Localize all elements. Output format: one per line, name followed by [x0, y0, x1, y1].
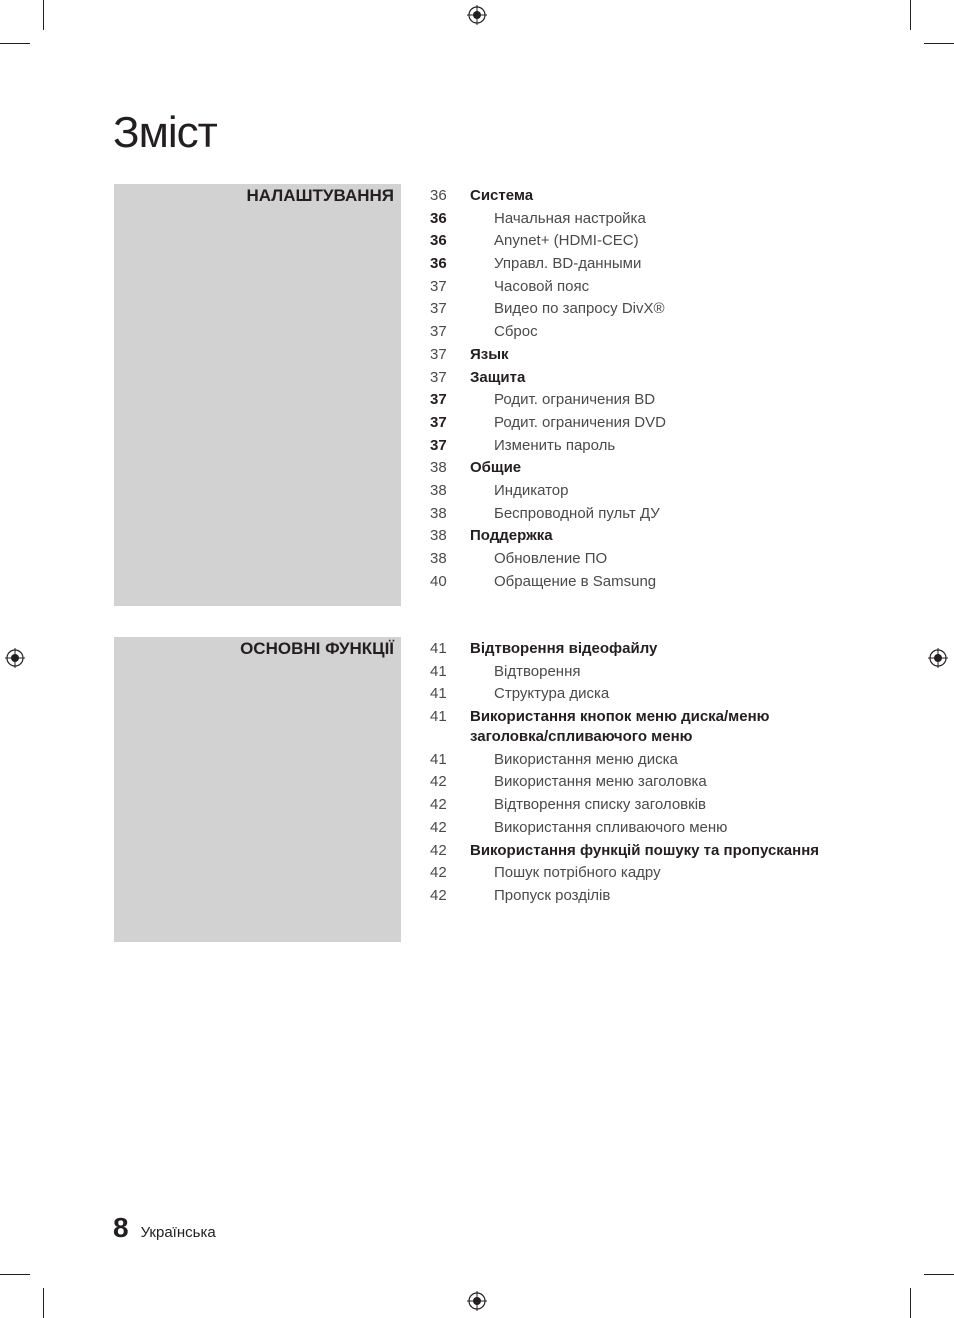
crop-mark: [0, 1274, 30, 1275]
crop-mark: [0, 43, 30, 44]
toc-entry: [430, 662, 830, 682]
toc-entry: [430, 345, 830, 365]
footer-language: Українська: [140, 1224, 216, 1241]
registration-mark-icon: [467, 1291, 487, 1311]
registration-mark-icon: [928, 648, 948, 668]
section-title: ОСНОВНІ ФУНКЦІЇ: [240, 639, 394, 658]
toc-entry-text: Використання кнопок меню диска/меню заголовка/спливаючого меню: [470, 708, 770, 746]
toc-page-number: 38: [430, 481, 447, 499]
toc-page-number: 41: [430, 662, 447, 680]
toc-page-number: 36: [430, 209, 447, 227]
toc-list: [430, 639, 830, 909]
toc-page-number: 42: [430, 818, 447, 836]
page-number: 8: [113, 1212, 129, 1243]
crop-mark: [43, 1288, 44, 1318]
toc-entry: [430, 504, 830, 524]
toc-entry: [430, 863, 830, 883]
toc-entry-text: Anynet+ (HDMI-CEC): [494, 232, 639, 250]
toc-entry: [430, 707, 830, 747]
toc-page-number: 38: [430, 504, 447, 522]
toc-entry: [430, 795, 830, 815]
toc-entry: [430, 186, 830, 206]
toc-entry-text: Використання меню заголовка: [494, 773, 707, 791]
toc-page-number: 38: [430, 459, 447, 477]
toc-entry-text: Защита: [470, 368, 526, 386]
toc-entry-text: Часовой пояс: [494, 277, 590, 295]
registration-mark-icon: [467, 5, 487, 25]
toc-entry-text: Використання спливаючого меню: [494, 818, 728, 836]
registration-mark-icon: [5, 648, 25, 668]
toc-section-basic-functions: [114, 637, 820, 942]
toc-entry-text: Общие: [470, 459, 522, 477]
toc-page-number: 37: [430, 323, 447, 341]
crop-mark: [924, 43, 954, 44]
section-bar: [114, 184, 401, 606]
crop-mark: [924, 1274, 954, 1275]
toc-entry: [430, 231, 830, 251]
toc-entry: [430, 549, 830, 569]
toc-entry: [430, 841, 830, 861]
toc-page-number: 37: [430, 345, 447, 363]
toc-entry: [430, 299, 830, 319]
toc-entry-text: Беспроводной пульт ДУ: [494, 504, 660, 522]
toc-entry-text: Видео по запросу DivX®: [494, 300, 665, 318]
toc-entry: [430, 639, 830, 659]
toc-entry-text: Використання меню диска: [494, 750, 678, 768]
toc-section-settings: [114, 184, 814, 606]
toc-entry: [430, 481, 830, 501]
toc-entry-text: Изменить пароль: [494, 436, 616, 454]
toc-entry-text: Обновление ПО: [494, 550, 608, 567]
toc-entry-text: Родит. ограничения BD: [494, 391, 656, 409]
toc-entry-text: Відтворення відеофайлу: [470, 640, 658, 657]
toc-page-number: 41: [430, 708, 447, 726]
toc-page-number: 37: [430, 413, 447, 431]
toc-entry-text: Структура диска: [494, 685, 610, 703]
toc-page-number: 36: [430, 232, 447, 250]
toc-entry-text: Родит. ограничения DVD: [494, 413, 666, 431]
toc-entry: [430, 277, 830, 297]
page-title: Зміст: [113, 108, 217, 157]
toc-entry: [430, 390, 830, 410]
toc-entry: [430, 413, 830, 433]
toc-page-number: 42: [430, 886, 447, 904]
toc-page-number: 41: [430, 750, 447, 768]
toc-page-number: 37: [430, 368, 447, 386]
crop-mark: [910, 1288, 911, 1318]
toc-entry-text: Відтворення: [494, 662, 581, 680]
crop-mark: [43, 0, 44, 30]
toc-entry: [430, 750, 830, 770]
toc-entry-text: Индикатор: [494, 481, 569, 499]
toc-entry: [430, 684, 830, 704]
toc-page-number: 38: [430, 550, 447, 567]
toc-entry-text: Пропуск розділів: [494, 886, 611, 904]
toc-page-number: 40: [430, 572, 447, 590]
toc-page-number: 37: [430, 391, 447, 409]
toc-entry: [430, 209, 830, 229]
crop-mark: [910, 0, 911, 30]
toc-list: [430, 186, 830, 594]
toc-page-number: 41: [430, 640, 447, 657]
section-bar: [114, 637, 401, 942]
toc-entry-text: Язык: [470, 345, 509, 363]
toc-page-number: 42: [430, 864, 447, 882]
toc-entry-text: Відтворення списку заголовків: [494, 796, 707, 814]
toc-page-number: 42: [430, 773, 447, 791]
toc-entry: [430, 526, 830, 546]
toc-entry: [430, 436, 830, 456]
toc-entry-text: Система: [470, 187, 534, 204]
toc-page-number: 41: [430, 685, 447, 703]
toc-entry-text: Пошук потрібного кадру: [494, 864, 661, 882]
toc-page-number: 42: [430, 841, 447, 859]
toc-entry: [430, 772, 830, 792]
toc-entry: [430, 368, 830, 388]
toc-entry: [430, 254, 830, 274]
toc-entry: [430, 818, 830, 838]
toc-entry: [430, 322, 830, 342]
toc-page-number: 36: [430, 255, 447, 273]
toc-entry-text: Обращение в Samsung: [494, 572, 657, 590]
toc-page-number: 38: [430, 527, 447, 545]
toc-page-number: 37: [430, 436, 447, 454]
toc-entry: [430, 886, 830, 906]
toc-entry: [430, 572, 830, 592]
toc-entry-text: Поддержка: [470, 527, 553, 545]
toc-page-number: 42: [430, 796, 447, 814]
toc-entry-text: Начальная настройка: [494, 209, 646, 227]
toc-entry-text: Сброс: [494, 323, 538, 341]
toc-entry-text: Управл. BD-данными: [494, 255, 642, 273]
page-footer: [113, 1212, 216, 1244]
toc-page-number: 36: [430, 187, 447, 204]
toc-page-number: 37: [430, 277, 447, 295]
toc-page-number: 37: [430, 300, 447, 318]
toc-entry-text: Використання функцій пошуку та пропускання: [470, 841, 820, 859]
section-title: НАЛАШТУВАННЯ: [246, 186, 394, 205]
toc-entry: [430, 458, 830, 478]
